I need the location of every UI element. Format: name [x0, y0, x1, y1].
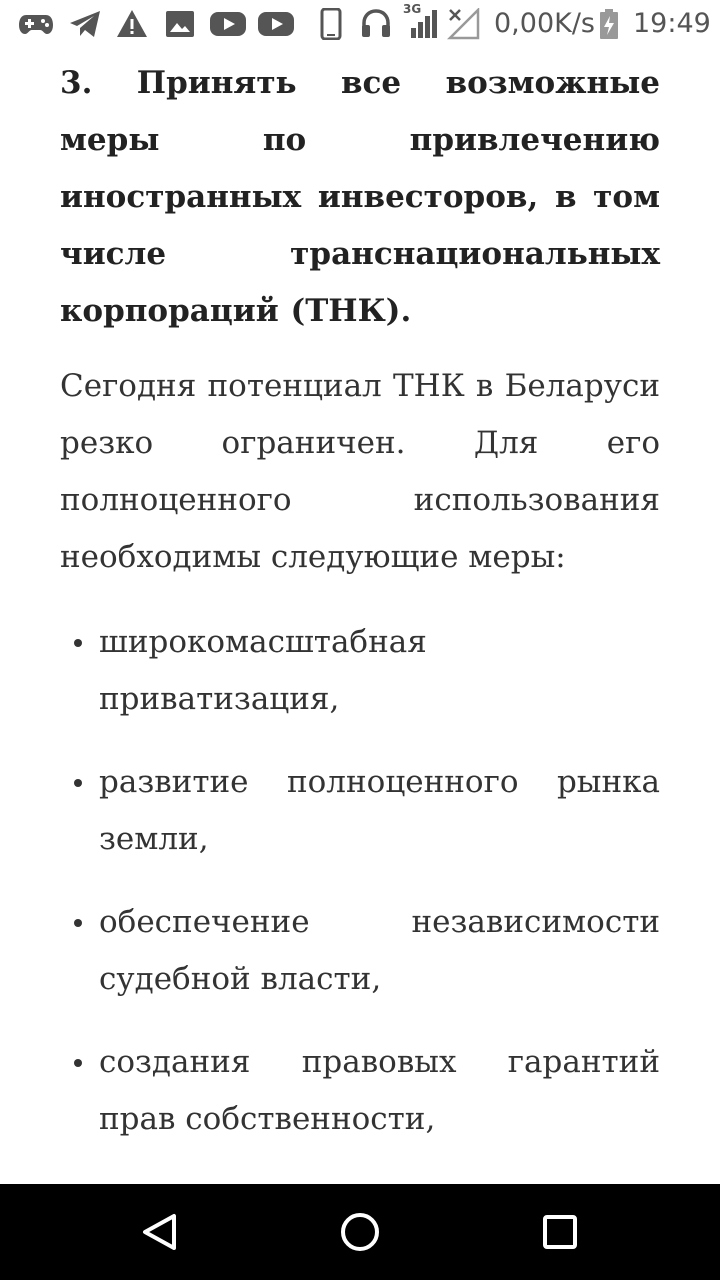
home-icon [336, 1208, 384, 1256]
list-item [60, 614, 660, 728]
recents-icon [536, 1208, 584, 1256]
list-item-text: обеспечение независимости судебной власти, [99, 904, 660, 997]
headset-icon [360, 8, 392, 40]
no-signal-icon [446, 8, 480, 40]
bullet-icon [74, 639, 82, 647]
bullet-icon [74, 919, 82, 927]
list-item-text: создания правовых гарантий прав собственности, [99, 1044, 660, 1137]
bullet-icon [74, 779, 82, 787]
article-content [60, 55, 660, 1174]
phone-icon [320, 8, 342, 40]
battery-charging-icon [598, 8, 620, 40]
signal-icon [405, 8, 439, 40]
list-item [60, 894, 660, 1008]
youtube-icon [209, 8, 247, 40]
navigation-bar [0, 1184, 720, 1280]
intro-paragraph: Сегодня потенциал ТНК в Беларуси резко ограничен. Для его полноценного использования необходимы следующие меры: [60, 368, 660, 575]
network-type-label: 3G [403, 2, 422, 16]
telegram-icon [68, 8, 102, 40]
image-icon [165, 8, 195, 40]
list-item [60, 754, 660, 868]
list-item [60, 1034, 660, 1148]
list-item-text: широкомасштабная приватизация, [99, 624, 427, 717]
back-icon [136, 1208, 184, 1256]
warning-icon [116, 8, 148, 40]
bullet-icon [74, 1059, 82, 1067]
youtube-icon [257, 8, 295, 40]
list-item-text: развитие полноценного рынка земли, [99, 764, 660, 857]
back-button[interactable] [136, 1208, 184, 1256]
network-speed: 0,00K/s [494, 8, 595, 39]
measures-list [60, 614, 660, 1148]
status-bar [0, 0, 720, 48]
home-button[interactable] [336, 1208, 384, 1256]
gamepad-icon [18, 8, 54, 40]
recents-button[interactable] [536, 1208, 584, 1256]
section-heading: 3. Принять все возможные меры по привлечению иностранных инвесторов, в том числе транснациональных корпораций (ТНК). [60, 65, 660, 329]
clock: 19:49 [633, 8, 711, 39]
